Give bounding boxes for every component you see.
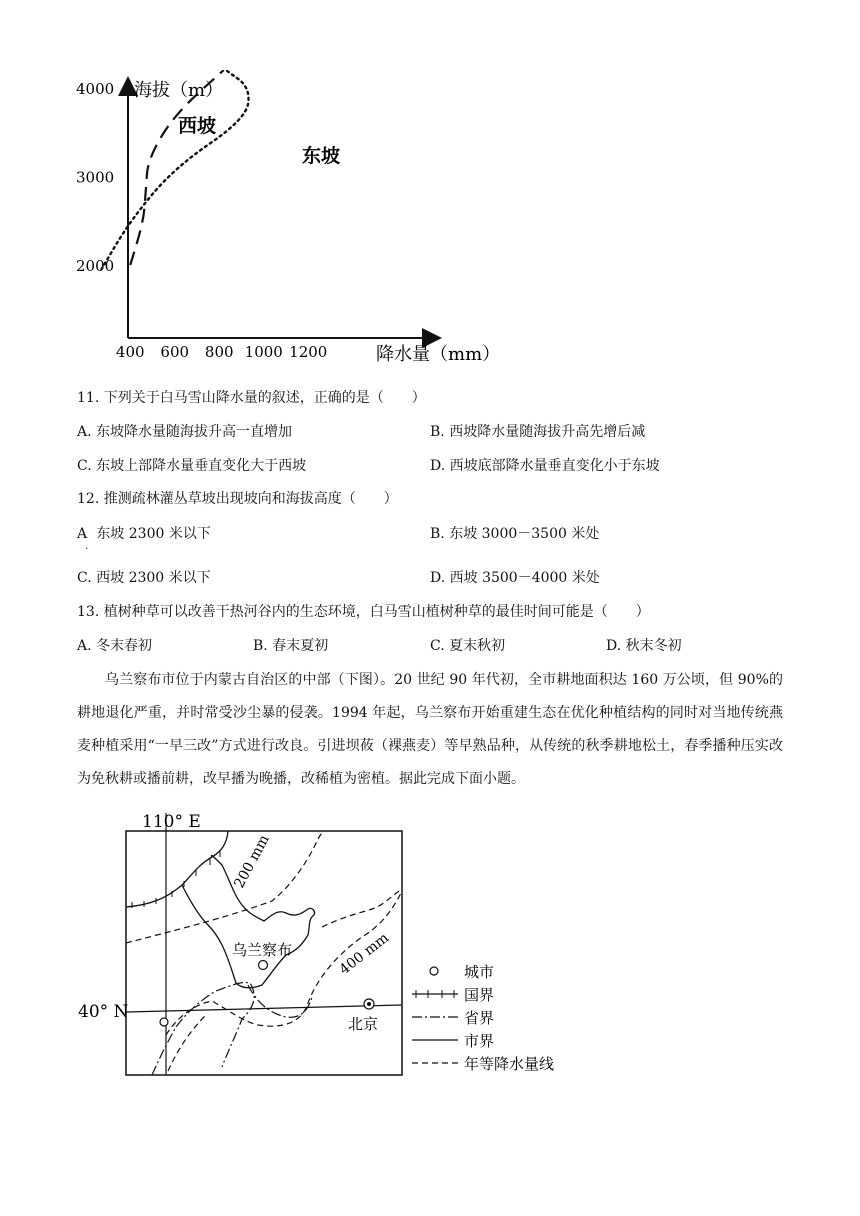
lon-label: 110° E xyxy=(142,812,201,832)
legend-city-boundary: 市界 xyxy=(464,1032,495,1050)
q12-option-a-text: 东坡 2300 米以下 xyxy=(96,526,211,542)
city-wulanchabu-marker xyxy=(259,961,268,970)
isoline-east xyxy=(322,889,402,927)
legend-city-icon xyxy=(430,967,438,975)
y-tick-label: 3000 xyxy=(76,168,115,187)
y-tick-label: 2000 xyxy=(76,257,115,275)
q12-option-a: $A_\cdot$东坡 2300 米以下 xyxy=(77,526,211,555)
q11-option-c: C. 东坡上部降水量垂直变化大于西坡 xyxy=(77,458,307,474)
q12-option-d: D. 西坡 3500－4000 米处 xyxy=(430,570,600,586)
wulanchabu-map xyxy=(72,805,592,1080)
passage-text: 乌兰察布市位于内蒙古自治区的中部（下图）。20 世纪 90 年代初，全市耕地面积达 160 万公顷，但 90%的耕地退化严重，并时常受沙尘暴的侵袭。1994 年起，乌兰察布开始重建生态在优化种植结构的同时对当地传统燕麦种植采用“一早三改”方式进行改良。引进坝莜（裸燕麦）等早熟品种，从传统的秋季耕地松土，春季播种压实改为免秋耕或播前耕，改早播为晚播，改稀植为密植。据此完成下面小题。 xyxy=(77,672,783,787)
q12-option-c: C. 西坡 2300 米以下 xyxy=(77,570,211,586)
isoline-400-label: 400 mm xyxy=(336,929,392,979)
series-label-east: 东坡 xyxy=(302,145,341,167)
legend-national: 国界 xyxy=(464,986,495,1004)
lat-label: 40° N xyxy=(78,1002,129,1022)
province-boundary xyxy=(152,982,312,1075)
city-wulanchabu-label: 乌兰察布 xyxy=(232,941,293,959)
q12-stem: 12. 推测疏林灌丛草坡出现坡向和海拔高度（ ） xyxy=(77,491,398,507)
q13-option-a: A. 冬末春初 xyxy=(77,638,153,654)
x-tick-label: 1200 xyxy=(289,343,328,361)
series-label-west: 西坡 xyxy=(178,115,217,137)
x-tick-label: 600 xyxy=(160,343,190,361)
q13-option-d: D. 秋末冬初 xyxy=(606,638,682,654)
q12-option-b: B. 东坡 3000－3500 米处 xyxy=(430,526,600,542)
y-tick-label: 4000 xyxy=(76,79,115,98)
national-border-ticks xyxy=(132,851,220,908)
q12-option-a-letter: A xyxy=(77,526,88,542)
q11-option-a: A. 东坡降水量随海拔升高一直增加 xyxy=(77,424,293,440)
x-tick-label: 800 xyxy=(204,343,234,361)
legend-city: 城市 xyxy=(464,963,495,981)
precipitation-elevation-chart xyxy=(70,70,570,370)
isoline-200mm xyxy=(126,831,324,943)
city-beijing-label: 北京 xyxy=(348,1015,379,1033)
city-beijing-dot xyxy=(367,1002,371,1006)
q11-option-d: D. 西坡底部降水量垂直变化小于东坡 xyxy=(430,458,660,474)
legend-province: 省界 xyxy=(464,1009,495,1027)
legend-isoline: 年等降水量线 xyxy=(464,1055,555,1073)
map-legend xyxy=(412,963,554,1073)
isoline-200-label: 200 mm xyxy=(231,832,273,891)
y-axis-label: 海拔（m） xyxy=(134,80,224,101)
x-tick-label: 400 xyxy=(115,343,145,361)
x-axis-label: 降水量（mm） xyxy=(376,344,501,365)
national-border xyxy=(126,831,228,907)
q13-option-c: C. 夏末秋初 xyxy=(430,638,506,654)
x-tick-label: 1000 xyxy=(244,343,283,361)
city-unnamed-marker xyxy=(160,1018,168,1026)
isoline-inner xyxy=(168,1015,206,1071)
q13-option-b: B. 春末夏初 xyxy=(253,638,329,654)
q13-stem: 13. 植树种草可以改善干热河谷内的生态环境，白马雪山植树种草的最佳时间可能是（ ） xyxy=(77,604,650,620)
q11-stem: 11. 下列关于白马雪山降水量的叙述，正确的是（ ） xyxy=(77,390,426,406)
q11-option-b: B. 西坡降水量随海拔升高先增后减 xyxy=(430,424,646,440)
